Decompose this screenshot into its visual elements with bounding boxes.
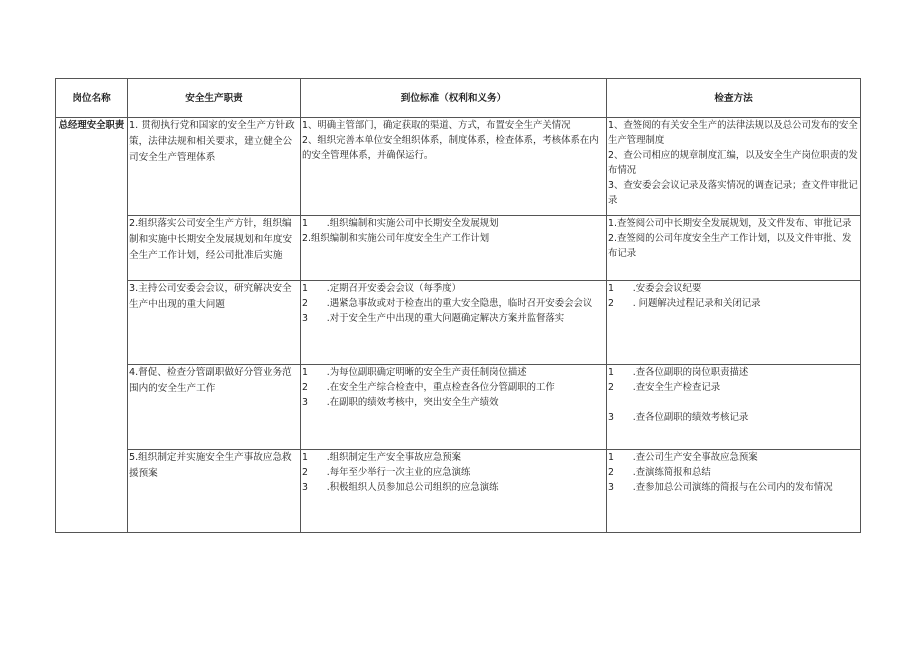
table-row [56, 365, 861, 450]
header-position-name: 岗位名称 [56, 79, 128, 118]
check-cell [607, 216, 861, 281]
check-item: 2 .查演练简报和总结 [608, 467, 711, 478]
duty-cell: 1. 贯彻执行党和国家的安全生产方针政策，法律法规和相关要求，建立健全公司安全生产管理体系 [128, 118, 301, 216]
standard-item: 3 .积极组织人员参加总公司组织的应急演练 [302, 482, 499, 493]
header-standard: 到位标准（权利和义务） [301, 79, 607, 118]
duty-cell: 5.组织制定并实施安全生产事故应急救援预案 [128, 450, 301, 533]
table-row [56, 216, 861, 281]
standard-item: 2.组织编制和实施公司年度安全生产工作计划 [302, 233, 490, 244]
check-item: 2 .查安全生产检查记录 [608, 382, 721, 393]
responsibility-table [55, 78, 861, 533]
standard-item: 1 .定期召开安委会会议（每季度） [302, 283, 461, 294]
check-item: 2 . 问题解决过程记录和关闭记录 [608, 298, 761, 309]
check-item: 3 .查各位副职的绩效考核记录 [608, 412, 749, 423]
standard-item: 2 .每年至少举行一次主业的应急演练 [302, 467, 471, 478]
standard-cell [301, 365, 607, 450]
check-cell [607, 281, 861, 365]
check-cell [607, 450, 861, 533]
check-item: 1 .安委会会议纪要 [608, 283, 702, 294]
check-item: 1.查签阅公司中长期安全发展规划，及文件发布、审批记录 [608, 218, 852, 229]
check-item: 1 .查各位副职的岗位职责描述 [608, 367, 749, 378]
standard-item: 1 .为每位副职确定明晰的安全生产责任制岗位描述 [302, 367, 527, 378]
check-item: 3、查安委会会议记录及落实情况的调查记录；查文件审批记录 [608, 180, 858, 206]
standard-cell [301, 281, 607, 365]
duty-cell: 3.主持公司安委会会议，研究解决安全生产中出现的重大问题 [128, 281, 301, 365]
role-cell: 总经理安全职责 [56, 118, 128, 533]
check-item: 2.查签阅的公司年度安全生产工作计划，以及文件审批、发布记录 [608, 233, 852, 259]
standard-item: 2 .遇紧急事故或对于检查出的重大安全隐患，临时召开安委会会议 [302, 298, 593, 309]
standard-item: 1、明确主管部门，确定获取的渠道、方式，布置安全生产关情况 [302, 120, 571, 131]
standard-item: 3 .在副职的绩效考核中，突出安全生产绩效 [302, 397, 499, 408]
header-row [56, 79, 861, 118]
check-item-spacer [608, 395, 859, 410]
header-check-method: 检查方法 [607, 79, 861, 118]
check-item: 1、查签阅的有关安全生产的法律法规以及总公司发布的安全生产管理制度 [608, 120, 858, 146]
duty-cell: 2.组织落实公司安全生产方针，组织编制和实施中长期安全发展规划和年度安全生产工作计划，经公司批准后实施 [128, 216, 301, 281]
check-item: 1 .查公司生产安全事故应急预案 [608, 452, 758, 463]
duty-cell: 4.督促、检查分管副职做好分管业务范围内的安全生产工作 [128, 365, 301, 450]
check-cell [607, 365, 861, 450]
check-item: 3 .查参加总公司演练的简报与在公司内的发布情况 [608, 482, 833, 493]
check-cell [607, 118, 861, 216]
table-row [56, 450, 861, 533]
table-row [56, 118, 861, 216]
standard-item: 1 .组织制定生产安全事故应急预案 [302, 452, 461, 463]
standard-item: 2 .在安全生产综合检查中，重点检查各位分管副职的工作 [302, 382, 555, 393]
standard-item: 2、组织完善本单位安全组织体系，制度体系，检查体系，考核体系在内的安全管理体系，并确保运行。 [302, 135, 599, 161]
table-row [56, 281, 861, 365]
standard-cell [301, 450, 607, 533]
header-safety-duty: 安全生产职责 [128, 79, 301, 118]
standard-item: 1 .组织编制和实施公司中长期安全发展规划 [302, 218, 499, 229]
standard-cell [301, 118, 607, 216]
check-item: 2、查公司相应的规章制度汇编，以及安全生产岗位职责的发布情况 [608, 150, 858, 176]
standard-item: 3 .对于安全生产中出现的重大问题确定解决方案并监督落实 [302, 313, 565, 324]
standard-cell [301, 216, 607, 281]
